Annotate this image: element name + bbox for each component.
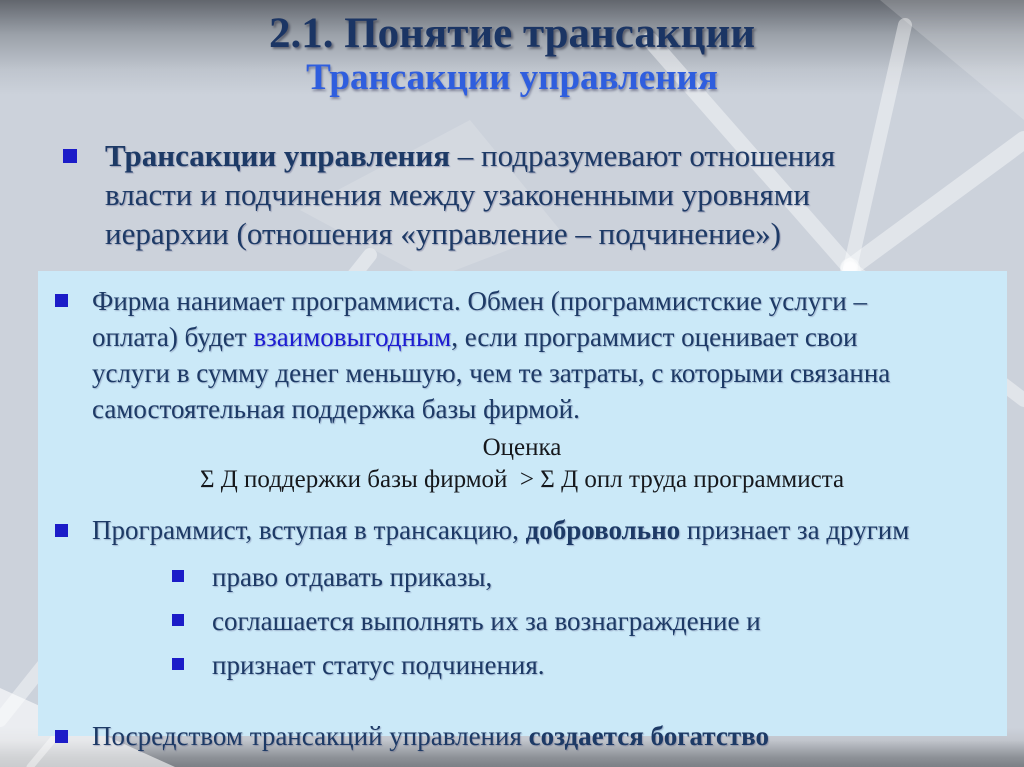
programmer-post: признает за другим — [680, 515, 910, 545]
case-line-2-pre: оплата) будет — [92, 322, 254, 352]
wealth-bold: создается богатство — [528, 721, 769, 751]
intro-bullet-text — [105, 136, 835, 253]
intro-line-3: иерархии (отношения «управление – подчинение») — [105, 216, 781, 251]
case-bullet-text — [92, 283, 890, 427]
sub-bullet-text: соглашается выполнять их за вознаграждение и — [212, 606, 761, 636]
intro-line-1 — [105, 136, 835, 175]
sub-bullet-text: признает статус подчинения. — [212, 650, 545, 680]
wealth-bullet-text — [92, 719, 769, 753]
programmer-bullet — [55, 513, 989, 547]
bullet-square-icon — [172, 570, 184, 582]
intro-line-1-rest: – подразумевают отношения — [450, 138, 836, 173]
formula-line: Σ Д поддержки базы фирмой > Σ Д опл труда программиста — [199, 466, 845, 493]
bullet-square-icon — [63, 149, 77, 163]
example-box — [38, 271, 1007, 751]
wealth-bullet — [55, 719, 989, 753]
intro-lead-bold: Трансакции управления — [105, 138, 451, 173]
page-subtitle: Трансакции управления — [306, 57, 718, 99]
sub-bullet-text: право отдавать приказы, — [212, 562, 493, 592]
programmer-bold: добровольно — [525, 515, 681, 545]
case-line-3: услуги в сумму денег меньшую, чем те затраты, с которыми связанна — [92, 358, 891, 388]
title-block — [0, 10, 1024, 100]
case-bullet — [55, 283, 989, 427]
bullet-square-icon — [172, 614, 184, 626]
bullet-square-icon — [55, 294, 68, 307]
bullet-square-icon — [172, 658, 184, 670]
page-title: 2.1. Понятие трансакции — [268, 10, 756, 57]
evaluation-label: Оценка — [482, 434, 562, 461]
case-line-4: самостоятельная поддержка базы фирмой. — [92, 394, 580, 424]
bullet-square-icon — [55, 524, 68, 537]
case-line-2 — [92, 319, 890, 355]
sub-bullet-list — [172, 561, 989, 681]
programmer-bullet-text — [92, 513, 909, 547]
bullet-square-icon — [55, 730, 68, 743]
case-line-1: Фирма нанимает программиста. Обмен (программистские услуги – — [92, 286, 867, 316]
wealth-pre: Посредством трансакций управления — [92, 721, 529, 751]
case-line-2-post: , если программист оценивает свои — [451, 322, 858, 352]
highlight-term: взаимовыгодным — [253, 322, 452, 352]
intro-line-2: власти и подчинения между узаконенными уровнями — [105, 177, 810, 212]
sub-bullet-item — [172, 649, 989, 681]
sub-bullet-item — [172, 561, 989, 593]
programmer-pre: Программист, вступая в трансакцию, — [92, 515, 526, 545]
sub-bullet-item — [172, 605, 989, 637]
intro-bullet — [63, 136, 835, 253]
